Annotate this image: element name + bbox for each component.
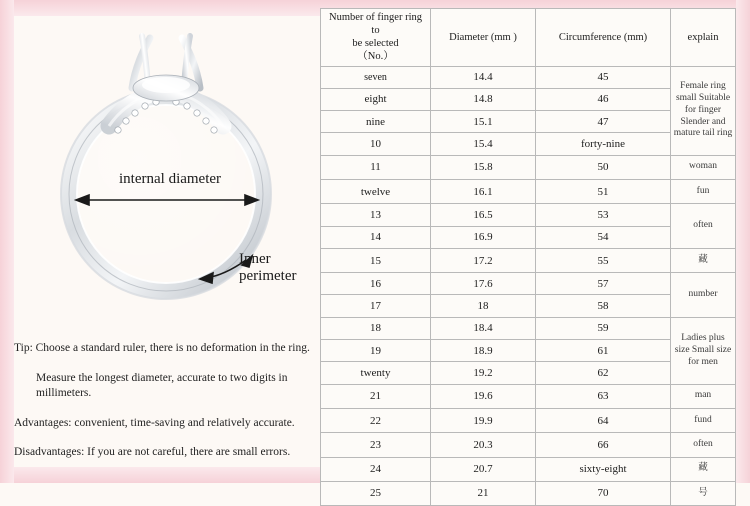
cell-ring-number: 22 (321, 408, 431, 432)
cell-diameter: 18.4 (431, 317, 536, 339)
cell-circumference: forty-nine (536, 133, 671, 155)
cell-diameter: 15.4 (431, 133, 536, 155)
tip-line-4: Disadvantages: If you are not careful, there are small errors. (14, 446, 291, 459)
cell-diameter: 20.7 (431, 457, 536, 481)
cell-ring-number: 18 (321, 317, 431, 339)
ring-illustration-panel (14, 16, 319, 467)
cell-explain: 藏 (671, 248, 736, 272)
header-ring-number-line1: Number of finger ring to (328, 12, 422, 37)
cell-ring-number: eight (321, 88, 431, 110)
cell-circumference: 47 (536, 111, 671, 133)
cell-explain: often (671, 204, 736, 249)
label-inner-perimeter: Inner perimeter (239, 251, 297, 284)
table-row (321, 408, 736, 432)
cell-explain: man (671, 384, 736, 408)
header-diameter: Diameter (mm ) (431, 9, 536, 67)
cell-circumference: 59 (536, 317, 671, 339)
cell-circumference: 51 (536, 179, 671, 203)
cell-diameter: 14.8 (431, 88, 536, 110)
cell-ring-number: 10 (321, 133, 431, 155)
cell-circumference: 61 (536, 340, 671, 362)
table-row (321, 204, 736, 226)
cell-circumference: 63 (536, 384, 671, 408)
cell-circumference: 50 (536, 155, 671, 179)
table-row (321, 384, 736, 408)
ring-size-table (320, 8, 736, 506)
table-row (321, 273, 736, 295)
cell-diameter: 17.2 (431, 248, 536, 272)
ring-size-table-wrapper (320, 8, 735, 506)
cell-ring-number: 16 (321, 273, 431, 295)
cell-explain: number (671, 273, 736, 318)
table-row (321, 457, 736, 481)
label-internal-diameter: internal diameter (119, 171, 222, 187)
cell-circumference: 70 (536, 481, 671, 505)
ring-diagram (14, 16, 319, 316)
table-row (321, 481, 736, 505)
cell-diameter: 16.1 (431, 179, 536, 203)
cell-ring-number: 11 (321, 155, 431, 179)
cell-circumference: 53 (536, 204, 671, 226)
cell-ring-number: 17 (321, 295, 431, 317)
cell-diameter: 14.4 (431, 66, 536, 88)
cell-ring-number: nine (321, 111, 431, 133)
cell-explain: Female ring small Suitable for finger Slender and mature tail ring (671, 66, 736, 155)
header-ring-number-line3: （No.） (357, 51, 394, 63)
tip-line-1: Tip: Choose a standard ruler, there is no deformation in the ring. (14, 342, 310, 354)
cell-circumference: 54 (536, 226, 671, 248)
tip-line-2: Measure the longest diameter, accurate to two digits in millimeters. (36, 371, 288, 400)
cell-circumference: 55 (536, 248, 671, 272)
table-row (321, 248, 736, 272)
cell-diameter: 16.5 (431, 204, 536, 226)
cell-circumference: 66 (536, 433, 671, 457)
table-row (321, 155, 736, 179)
header-explain: explain (671, 9, 736, 67)
table-row (321, 179, 736, 203)
cell-explain: fund (671, 408, 736, 432)
cell-diameter: 21 (431, 481, 536, 505)
cell-ring-number: 23 (321, 433, 431, 457)
cell-ring-number: twenty (321, 362, 431, 384)
cell-diameter: 16.9 (431, 226, 536, 248)
cell-diameter: 18 (431, 295, 536, 317)
cell-diameter: 19.2 (431, 362, 536, 384)
cell-explain: often (671, 433, 736, 457)
cell-diameter: 15.8 (431, 155, 536, 179)
cell-circumference: 57 (536, 273, 671, 295)
cell-diameter: 17.6 (431, 273, 536, 295)
cell-diameter: 18.9 (431, 340, 536, 362)
cell-ring-number: seven (321, 66, 431, 88)
cell-diameter: 15.1 (431, 111, 536, 133)
cell-ring-number: 15 (321, 248, 431, 272)
cell-diameter: 19.9 (431, 408, 536, 432)
tip-line-3: Advantages: convenient, time-saving and relatively accurate. (14, 416, 295, 429)
cell-ring-number: twelve (321, 179, 431, 203)
cell-explain: woman (671, 155, 736, 179)
cell-ring-number: 25 (321, 481, 431, 505)
tips-block (14, 341, 319, 475)
cell-ring-number: 24 (321, 457, 431, 481)
cell-explain: 藏 (671, 457, 736, 481)
cell-diameter: 19.6 (431, 384, 536, 408)
cell-ring-number: 14 (321, 226, 431, 248)
cell-explain: fun (671, 179, 736, 203)
cell-explain: 号 (671, 481, 736, 505)
decorative-border-right (736, 0, 750, 483)
table-row (321, 66, 736, 88)
cell-diameter: 20.3 (431, 433, 536, 457)
cell-circumference: sixty-eight (536, 457, 671, 481)
cell-circumference: 45 (536, 66, 671, 88)
cell-explain: Ladies plus size Small size for men (671, 317, 736, 384)
header-ring-number (321, 9, 431, 67)
cell-ring-number: 21 (321, 384, 431, 408)
header-circumference: Circumference (mm) (536, 9, 671, 67)
cell-circumference: 62 (536, 362, 671, 384)
table-row (321, 433, 736, 457)
cell-circumference: 58 (536, 295, 671, 317)
table-header-row (321, 9, 736, 67)
cell-ring-number: 13 (321, 204, 431, 226)
decorative-border-left (0, 0, 14, 483)
table-row (321, 317, 736, 339)
cell-circumference: 64 (536, 408, 671, 432)
cell-circumference: 46 (536, 88, 671, 110)
cell-ring-number: 19 (321, 340, 431, 362)
table-body (321, 66, 736, 506)
header-ring-number-line2: be selected (352, 38, 399, 50)
